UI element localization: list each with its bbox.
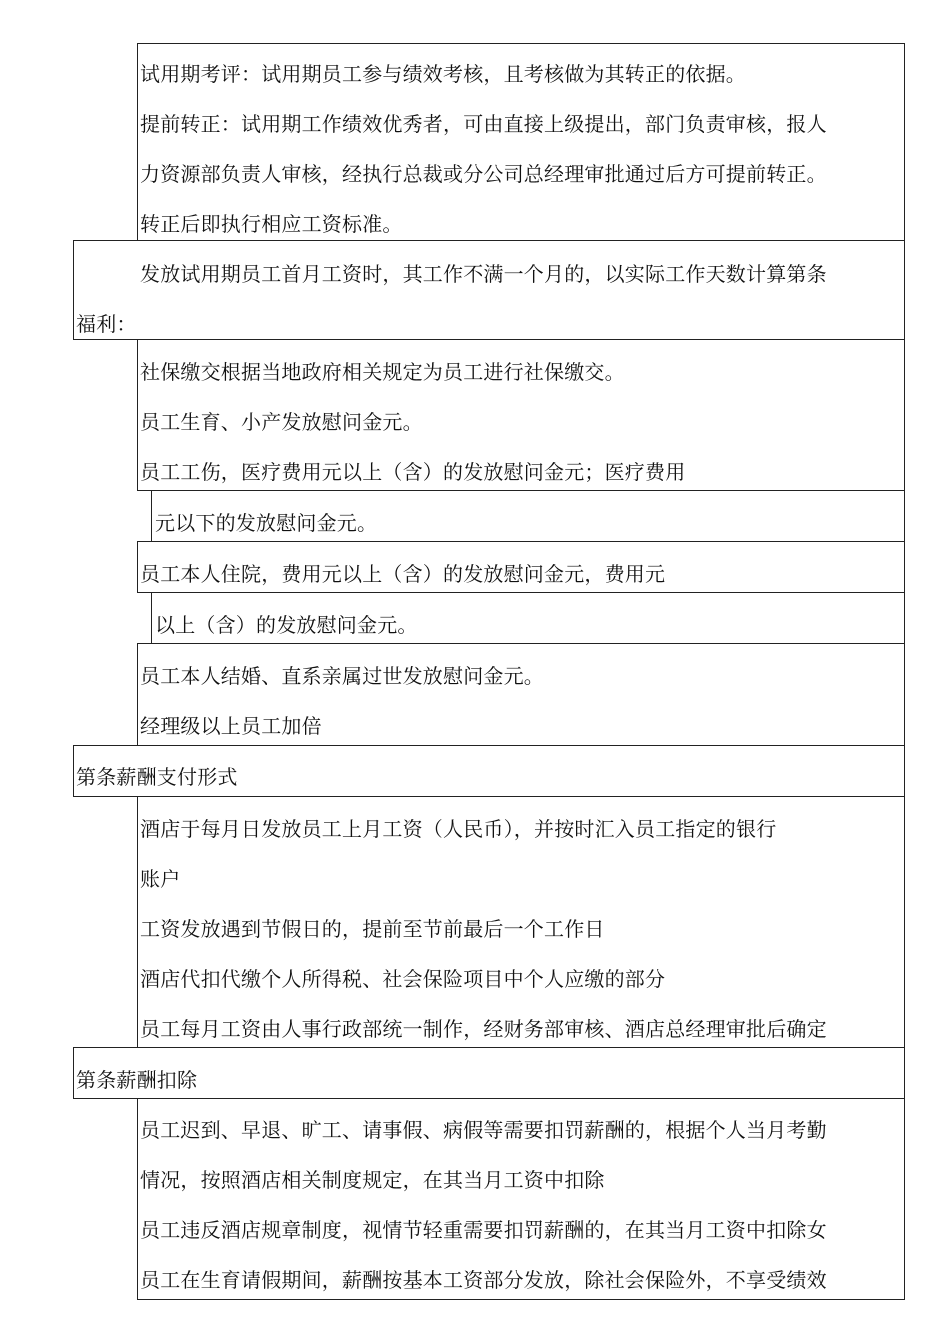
text-line: 酒店于每月日发放员工上月工资（人民币），并按时汇入员工指定的银行 (140, 817, 777, 841)
text-line: 员工在生育请假期间，薪酬按基本工资部分发放，除社会保险外，不享受绩效 (140, 1268, 827, 1292)
text-line: 以上（含）的发放慰问金元。 (155, 613, 418, 637)
text-line: 社保缴交根据当地政府相关规定为员工进行社保缴交。 (140, 360, 625, 384)
text-line: 员工生育、小产发放慰问金元。 (140, 410, 423, 434)
text-line: 元以下的发放慰问金元。 (155, 511, 378, 535)
text-line: 员工每月工资由人事行政部统一制作，经财务部审核、酒店总经理审批后确定 (140, 1017, 827, 1041)
text-line: 福利： (76, 312, 137, 336)
text-line: 员工违反酒店规章制度，视情节轻重需要扣罚薪酬的，在其当月工资中扣除女 (140, 1218, 827, 1242)
text-line: 员工本人结婚、直系亲属过世发放慰问金元。 (140, 664, 544, 688)
section-heading: 第条薪酬支付形式 (76, 765, 238, 789)
section-first-pay (73, 240, 905, 340)
text-line: 员工迟到、早退、旷工、请事假、病假等需要扣罚薪酬的，根据个人当月考勤 (140, 1118, 827, 1142)
text-line: 账户 (140, 867, 181, 891)
text-line: 员工本人住院，费用元以上（含）的发放慰问金元，费用元 (140, 562, 666, 586)
text-line: 经理级以上员工加倍 (140, 714, 322, 738)
text-line: 情况，按照酒店相关制度规定，在其当月工资中扣除 (140, 1168, 605, 1192)
text-line: 试用期考评：试用期员工参与绩效考核，且考核做为其转正的依据。 (140, 62, 746, 86)
section-heading: 第条薪酬扣除 (76, 1068, 198, 1092)
text-line: 工资发放遇到节假日的，提前至节前最后一个工作日 (140, 917, 605, 941)
text-line: 员工工伤，医疗费用元以上（含）的发放慰问金元；医疗费用 (140, 460, 686, 484)
text-line: 酒店代扣代缴个人所得税、社会保险项目中个人应缴的部分 (140, 967, 666, 991)
text-line: 提前转正：试用期工作绩效优秀者，可由直接上级提出，部门负责审核，报人 (140, 112, 827, 136)
heading-deductions (73, 1047, 905, 1099)
text-line: 转正后即执行相应工资标准。 (140, 212, 403, 236)
text-line: 发放试用期员工首月工资时，其工作不满一个月的，以实际工作天数计算第条 (140, 262, 827, 286)
text-line: 力资源部负责人审核，经执行总裁或分公司总经理审批通过后方可提前转正。 (140, 162, 827, 186)
